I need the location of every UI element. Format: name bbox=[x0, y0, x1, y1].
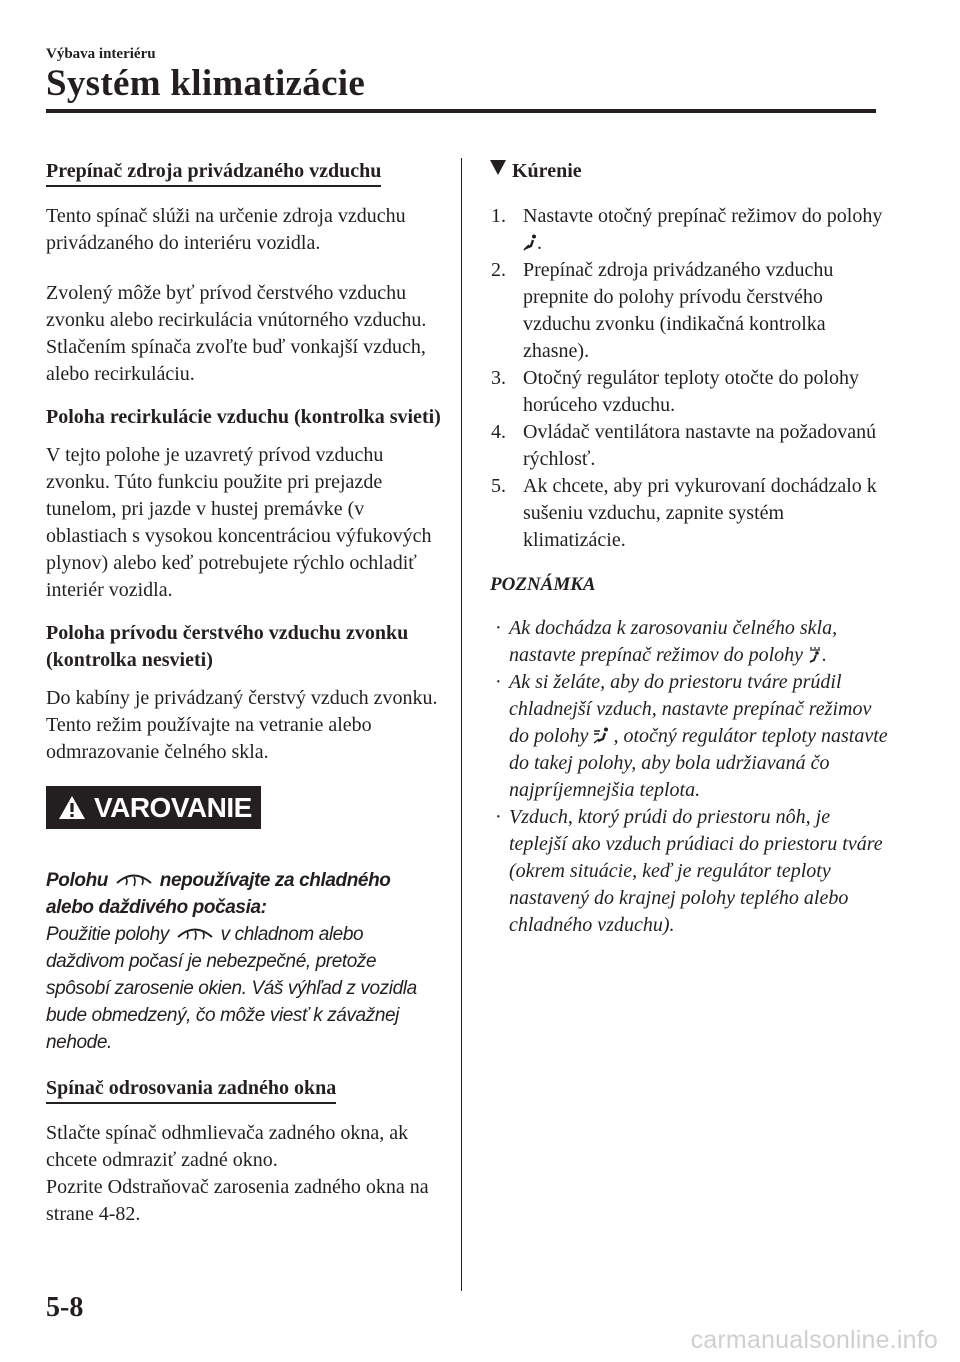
fresh-air-text: Do kabíny je privádzaný čerstvý vzduch zvonku. Tento režim používajte na vetranie alebo odmrazovanie čelného skla. bbox=[46, 687, 438, 763]
rear-defroster-heading: Spínač odrosovania zadného okna bbox=[46, 1075, 336, 1104]
rear-defroster-paragraph-2: Pozrite Odstraňovač zarosenia zadného okna na strane 4-82. bbox=[46, 1176, 429, 1225]
left-column bbox=[46, 158, 442, 1228]
bi-level-mode-icon bbox=[593, 727, 613, 745]
recirculation-heading: Poloha recirkulácie vzduchu (kontrolka svieti) bbox=[46, 406, 441, 428]
heating-steps bbox=[490, 203, 890, 554]
warning-banner bbox=[46, 786, 442, 829]
list-item: 5. Ak chcete, aby pri vykurovaní dochádzalo k sušeniu vzduchu, zapnite systém klimatizácie. bbox=[491, 475, 877, 551]
intake-switch-heading: Prepínač zdroja privádzaného vzduchu bbox=[46, 158, 381, 187]
column-divider bbox=[461, 158, 462, 1291]
list-item: · Ak si želáte, aby do priestoru tváre prúdil chladnejší vzduch, nastavte prepínač režimov do polohy , otočný regulátor teploty nastavte do takej polohy, aby bola udržiavaná čo najpríjemnejšia teplota. bbox=[495, 671, 888, 801]
header-rule bbox=[46, 109, 876, 113]
fresh-air-heading: Poloha prívodu čerstvého vzduchu zvonku (kontrolka nesvieti) bbox=[46, 622, 409, 671]
warning-heading: Polohu nepoužívajte za chladného alebo daždivého počasia: bbox=[46, 870, 391, 918]
list-item: 1. Nastavte otočný prepínač režimov do polohy . bbox=[491, 205, 883, 254]
warning-body: Použitie polohy v chladnom alebo daždivom počasí je nebezpečné, pretože spôsobí zarosenie okien. Váš výhľad z vozidla bude obmedzený, čo môže viesť k závažnej nehode. bbox=[46, 924, 417, 1053]
section-label: Výbava interiéru bbox=[46, 46, 156, 62]
list-item: 4. Ovládač ventilátora nastavte na požadovanú rýchlosť. bbox=[491, 421, 877, 470]
intake-paragraph-1: Tento spínač slúži na určenie zdroja vzduchu privádzaného do interiéru vozidla. bbox=[46, 205, 406, 254]
floor-mode-icon bbox=[523, 234, 537, 252]
note-heading: POZNÁMKA bbox=[490, 574, 596, 595]
defrost-mode-icon bbox=[113, 869, 155, 889]
section-triangle-icon bbox=[490, 159, 506, 175]
warning-label: VAROVANIE bbox=[94, 791, 252, 823]
warning-triangle-icon bbox=[58, 795, 86, 820]
heating-heading: Kúrenie bbox=[490, 158, 890, 184]
list-item: · Vzduch, ktorý prúdi do priestoru nôh, je teplejší ako vzduch prúdiaci do priestoru tváre (okrem situácie, keď je regulátor teploty nastavený do krajnej polohy teplého alebo chladného vzduchu). bbox=[495, 806, 883, 936]
recirculation-text: V tejto polohe je uzavretý prívod vzduchu zvonku. Túto funkciu použite pri prejazde tunelom, pri jazde v hustej premávke (v oblastiach s vysokou koncentráciou výfukových plynov) alebo keď potrebujete rýchlo ochladiť interiér vozidla. bbox=[46, 444, 432, 601]
watermark: carmanualsonline.info bbox=[690, 1326, 938, 1354]
notes-list bbox=[490, 615, 890, 939]
list-item: 3. Otočný regulátor teploty otočte do polohy horúceho vzduchu. bbox=[491, 367, 860, 416]
list-item: · Ak dochádza k zarosovaniu čelného skla, nastavte prepínač režimov do polohy . bbox=[495, 617, 838, 666]
right-column bbox=[490, 158, 890, 939]
warning-content bbox=[46, 867, 442, 1056]
rear-defroster-paragraph-1: Stlačte spínač odhmlievača zadného okna, ak chcete odmraziť zadné okno. bbox=[46, 1122, 409, 1171]
warning-label-box bbox=[46, 786, 261, 829]
list-item: 2. Prepínač zdroja privádzaného vzduchu prepnite do polohy prívodu čerstvého vzduchu zvonku (indikačná kontrolka zhasne). bbox=[491, 259, 834, 362]
page-title: Systém klimatizácie bbox=[46, 63, 366, 104]
defrost-mode-icon bbox=[174, 923, 216, 943]
floor-defrost-mode-icon bbox=[808, 646, 822, 664]
page-number: 5-8 bbox=[46, 1292, 84, 1323]
intake-paragraph-2: Zvolený môže byť prívod čerstvého vzduchu zvonku alebo recirkulácia vnútorného vzduchu. Stlačením spínača zvoľte buď vonkajší vzduch, alebo recirkuláciu. bbox=[46, 282, 427, 385]
